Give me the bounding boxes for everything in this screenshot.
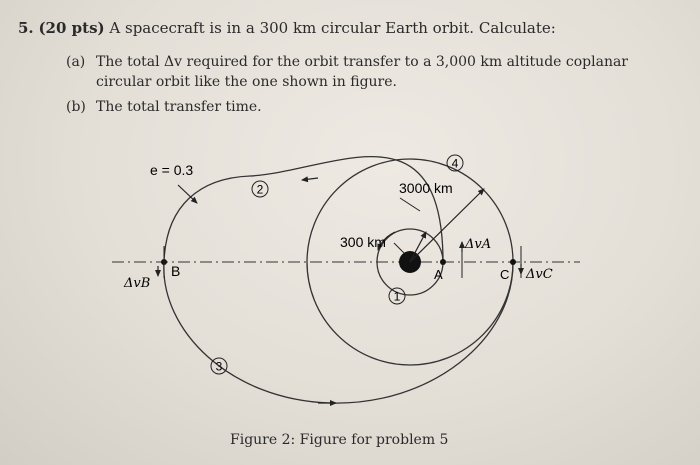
orbit-number-3 (211, 358, 227, 374)
eccentricity-label: e = 0.3 (150, 162, 194, 178)
outer-label-pointer (400, 198, 420, 211)
dv-b-label: ΔvB (124, 276, 151, 291)
outer-orbit-label: 3000 km (399, 180, 453, 196)
transfer-orbit-lower (164, 262, 513, 403)
direction-arrow-top (302, 178, 318, 180)
dv-a-label: ΔvA (465, 237, 492, 252)
svg-text:1: 1 (393, 289, 401, 304)
svg-text:3: 3 (215, 359, 223, 374)
orbit-number-2 (252, 181, 268, 197)
problem-statement: A spacecraft is in a 300 km circular Earth orbit. Calculate: (109, 19, 556, 37)
orbit-number-4 (447, 155, 463, 171)
problem-points: (20 pts) (38, 19, 105, 37)
figure-caption: Figure 2: Figure for problem 5 (230, 432, 449, 448)
part-a-label: (a) (66, 54, 86, 70)
svg-text:4: 4 (451, 156, 459, 171)
point-a-label: A (434, 267, 443, 282)
svg-text:2: 2 (256, 182, 264, 197)
point-b-label: B (171, 263, 181, 279)
part-a-text-line2: circular orbit like the one shown in figure. (96, 74, 397, 90)
point-a-marker (440, 259, 446, 265)
part-b-text: The total transfer time. (96, 99, 262, 115)
transfer-orbit-upper (164, 157, 443, 262)
inner-label-pointer (394, 243, 404, 253)
part-b-label: (b) (66, 99, 86, 115)
point-c-label: C (500, 267, 510, 282)
dv-c-label: ΔvC (526, 267, 553, 282)
inner-orbit-label: 300 km (340, 234, 386, 250)
orbit-number-1 (389, 288, 405, 304)
problem-number: 5. (18, 19, 34, 37)
part-a-text-line1: The total Δv required for the orbit transfer to a 3,000 km altitude coplanar (96, 54, 628, 70)
point-c-marker (510, 259, 516, 265)
